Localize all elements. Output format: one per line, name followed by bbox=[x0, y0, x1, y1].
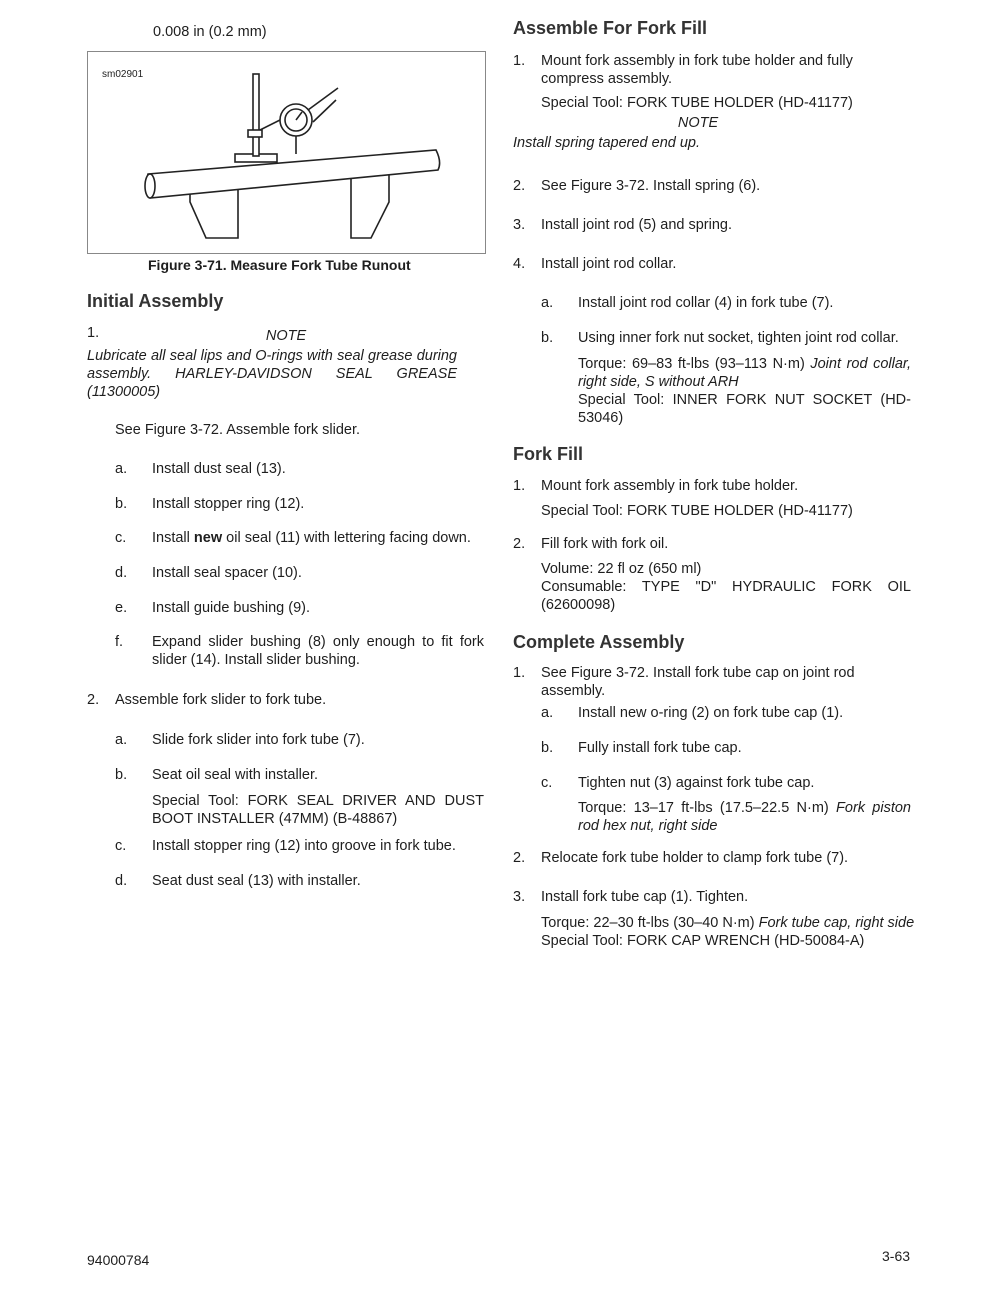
ia-sub-b-text: Install stopper ring (12). bbox=[152, 496, 305, 512]
aff-step3-text: Install joint rod (5) and spring. bbox=[541, 217, 733, 233]
aff-step1-number: 1. bbox=[513, 53, 526, 69]
aff-step3-number: 3. bbox=[513, 217, 526, 233]
ff-consumable: Consumable: TYPE "D" HYDRAULIC FORK OIL (62600098) bbox=[541, 579, 911, 613]
aff-step2-text: See Figure 3-72. Install spring (6). bbox=[541, 178, 761, 194]
ia-note-title: NOTE bbox=[265, 328, 307, 344]
fork-tube-runout-illustration bbox=[88, 52, 485, 253]
ia-step2-sub-c-text: Install stopper ring (12) into groove in fork tube. bbox=[152, 838, 456, 854]
ia-sub-d-text: Install seal spacer (10). bbox=[152, 565, 302, 581]
ca-torque-3-spec: Fork tube cap, right side bbox=[758, 915, 915, 931]
ia-step2-sub-d-letter: d. bbox=[115, 873, 128, 889]
ff-step1-text: Mount fork assembly in fork tube holder. bbox=[541, 478, 799, 494]
ia-sub-b-letter: b. bbox=[115, 496, 128, 512]
figure-measure-fork-tube-runout bbox=[87, 51, 486, 254]
heading-assemble-for-fork-fill: Assemble For Fork Fill bbox=[513, 18, 708, 38]
figure-id: sm02901 bbox=[102, 69, 144, 80]
ia-sub-c-letter: c. bbox=[115, 530, 127, 546]
figure-caption: Figure 3-71. Measure Fork Tube Runout bbox=[148, 257, 411, 273]
aff-step2-number: 2. bbox=[513, 178, 526, 194]
aff-torque-value: Torque: 69–83 ft-lbs (93–113 N·m) bbox=[578, 356, 811, 372]
ca-step3-text: Install fork tube cap (1). Tighten. bbox=[541, 889, 749, 905]
ca-sub-b-text: Fully install fork tube cap. bbox=[578, 740, 742, 756]
ia-step2-sub-a-letter: a. bbox=[115, 732, 128, 748]
ca-torque-3-value: Torque: 22–30 ft-lbs (30–40 N·m) bbox=[541, 915, 759, 931]
ia-step1-number: 1. bbox=[87, 325, 100, 341]
ia-step2-sub-a-text: Slide fork slider into fork tube (7). bbox=[152, 732, 365, 748]
aff-torque bbox=[578, 355, 911, 391]
ia-sub-d-letter: d. bbox=[115, 565, 128, 581]
ia-sub-f-letter: f. bbox=[115, 634, 124, 650]
ca-torque-c-value: Torque: 13–17 ft-lbs (17.5–22.5 N·m) bbox=[578, 800, 837, 816]
aff-torque-spec: Joint rod collar, right side, S without ARH bbox=[578, 356, 911, 390]
heading-complete-assembly: Complete Assembly bbox=[513, 632, 685, 652]
document-number: 94000784 bbox=[87, 1252, 150, 1268]
ca-sub-c-letter: c. bbox=[541, 775, 553, 791]
ia-sub-a-text: Install dust seal (13). bbox=[152, 461, 286, 477]
aff-sub-b-letter: b. bbox=[541, 330, 554, 346]
ca-sub-a-letter: a. bbox=[541, 705, 554, 721]
ia-step2-sub-b-tool: Special Tool: FORK SEAL DRIVER AND DUST BOOT INSTALLER (47MM) (B-48867) bbox=[152, 793, 484, 827]
ca-sub-c-text: Tighten nut (3) against fork tube cap. bbox=[578, 775, 815, 791]
aff-sub-b-text: Using inner fork nut socket, tighten joint rod collar. bbox=[578, 330, 899, 346]
ff-step1-number: 1. bbox=[513, 478, 526, 494]
ca-step2-number: 2. bbox=[513, 850, 526, 866]
ff-step2-text: Fill fork with fork oil. bbox=[541, 536, 669, 552]
ia-step2-sub-b-letter: b. bbox=[115, 767, 128, 783]
heading-fork-fill: Fork Fill bbox=[513, 444, 584, 464]
ia-sub-c-text-end: oil seal (11) with lettering facing down. bbox=[222, 530, 471, 546]
runout-label: 0.008 in (0.2 mm) bbox=[153, 24, 267, 40]
ia-sub-c-text-start: Install bbox=[152, 530, 194, 546]
ia-step2-sub-b-text: Seat oil seal with installer. bbox=[152, 767, 319, 783]
aff-tool: Special Tool: INNER FORK NUT SOCKET (HD-53046) bbox=[578, 392, 911, 426]
aff-step4-text: Install joint rod collar. bbox=[541, 256, 677, 272]
ca-step2-text: Relocate fork tube holder to clamp fork tube (7). bbox=[541, 850, 849, 866]
ca-step3-number: 3. bbox=[513, 889, 526, 905]
heading-initial-assembly: Initial Assembly bbox=[87, 291, 224, 311]
ia-note-text: Lubricate all seal lips and O-rings with seal grease during assembly. HARLEY-DAVIDSON SEAL GREASE (11300005) bbox=[87, 348, 457, 400]
ia-step2-sub-d-text: Seat dust seal (13) with installer. bbox=[152, 873, 361, 889]
ca-sub-b-letter: b. bbox=[541, 740, 554, 756]
ia-sub-e-letter: e. bbox=[115, 600, 128, 616]
ca-step1-number: 1. bbox=[513, 665, 526, 681]
ia-sub-f-text: Expand slider bushing (8) only enough to fit fork slider (14). Install slider bushing. bbox=[152, 634, 484, 668]
page-number: 3-63 bbox=[882, 1248, 911, 1264]
ia-step2-text: Assemble fork slider to fork tube. bbox=[115, 692, 327, 708]
ia-sub-c-text bbox=[152, 529, 485, 547]
aff-step1-tool: Special Tool: FORK TUBE HOLDER (HD-41177) bbox=[541, 95, 853, 111]
aff-note-title: NOTE bbox=[677, 115, 719, 131]
aff-sub-a-text: Install joint rod collar (4) in fork tube (7). bbox=[578, 295, 834, 311]
ia-step2-number: 2. bbox=[87, 692, 100, 708]
ia-step1-text: See Figure 3-72. Assemble fork slider. bbox=[115, 422, 361, 438]
ff-step1-tool: Special Tool: FORK TUBE HOLDER (HD-41177) bbox=[541, 503, 853, 519]
ia-sub-a-letter: a. bbox=[115, 461, 128, 477]
aff-sub-a-letter: a. bbox=[541, 295, 554, 311]
ca-torque-3 bbox=[541, 914, 916, 932]
aff-step4-number: 4. bbox=[513, 256, 526, 272]
ia-sub-c-bold: new bbox=[193, 530, 223, 546]
ca-step1-text: See Figure 3-72. Install fork tube cap on joint rod assembly. bbox=[541, 665, 855, 699]
ia-step2-sub-c-letter: c. bbox=[115, 838, 127, 854]
ff-volume: Volume: 22 fl oz (650 ml) bbox=[541, 561, 702, 577]
ca-tool-3: Special Tool: FORK CAP WRENCH (HD-50084-A) bbox=[541, 933, 865, 949]
aff-step1-text: Mount fork assembly in fork tube holder and fully compress assembly. bbox=[541, 53, 853, 87]
aff-note-text: Install spring tapered end up. bbox=[513, 135, 701, 151]
ca-torque-c-spec: Fork piston rod hex nut, right side bbox=[578, 800, 911, 834]
ff-step2-number: 2. bbox=[513, 536, 526, 552]
ca-torque-c bbox=[578, 799, 911, 835]
ia-sub-e-text: Install guide bushing (9). bbox=[152, 600, 310, 616]
ca-sub-a-text: Install new o-ring (2) on fork tube cap (1). bbox=[578, 705, 844, 721]
